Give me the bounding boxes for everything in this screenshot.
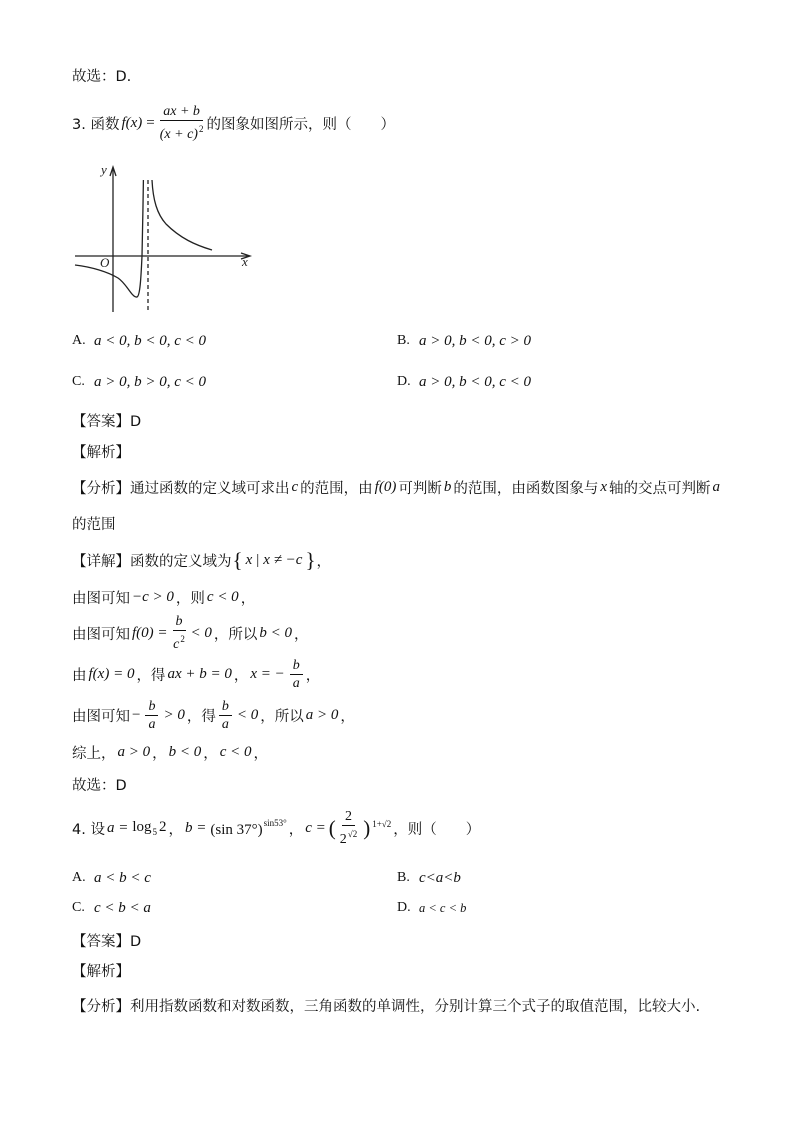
q4-a-def: a =	[106, 819, 129, 836]
q4-stem-suffix: ，则（ ）	[393, 821, 481, 838]
detail-math: f(x) = 0	[88, 665, 135, 682]
q3-function-name: f(x)	[121, 114, 143, 131]
denominator-base: 2	[339, 832, 347, 847]
q3-denominator-exponent: 2	[198, 124, 204, 134]
analysis-text: 可判断	[398, 480, 442, 497]
analysis-math: a	[712, 478, 721, 495]
detail-text: ，则	[175, 590, 205, 607]
q3-option-a	[72, 331, 206, 351]
q3-function-fraction	[160, 104, 204, 142]
x-axis-label: x	[242, 254, 248, 269]
q4-b-def: b =	[185, 819, 207, 836]
detail-text: ，	[253, 745, 269, 762]
fraction-b-over-c-squared	[173, 614, 186, 652]
analysis-math: x	[600, 478, 608, 495]
option-label: A.	[72, 333, 86, 348]
q4-number: 4. 设	[72, 821, 105, 838]
q3-analysis-line-1	[72, 477, 722, 497]
detail-text: 由	[72, 667, 87, 684]
option-text: a < c < b	[419, 900, 467, 915]
detail-text: ，	[233, 667, 249, 684]
analysis-math: b	[443, 478, 452, 495]
detail-text: 综上，	[72, 745, 116, 762]
q3-stem	[72, 103, 395, 143]
q4-option-c	[72, 898, 151, 918]
detail-text: ，	[340, 708, 355, 725]
detail-text: 【详解】函数的定义域为	[72, 553, 232, 570]
log-base: 5	[152, 827, 157, 837]
q3-detail-summary	[72, 742, 268, 762]
q4-stem	[72, 808, 480, 848]
right-brace: }	[305, 547, 316, 572]
log-function: log	[132, 819, 152, 835]
right-parenthesis: )	[363, 815, 371, 840]
q3-number: 3. 函数	[72, 116, 120, 133]
analysis-math: c	[291, 478, 299, 495]
q3-option-b	[397, 331, 531, 351]
option-text: a < 0, b < 0, c < 0	[94, 332, 207, 349]
q3-function-graph	[70, 160, 260, 315]
y-axis-label: y	[101, 162, 107, 177]
q4-c-power	[362, 816, 391, 841]
detail-text: 由图可知	[72, 708, 130, 725]
q3-option-c	[72, 372, 206, 392]
detail-text: ，所以	[213, 626, 258, 643]
detail-math: −	[132, 706, 141, 723]
q3-denominator-base: (x + c)	[159, 127, 198, 142]
q4-separator: ，	[288, 821, 304, 838]
power-base: (sin 37°)	[210, 821, 263, 838]
q3-conclusion: 故选：D	[72, 777, 127, 794]
power-exponent: sin53°	[263, 817, 287, 828]
detail-math: a > 0	[117, 743, 151, 760]
q4-analysis: 【分析】利用指数函数和对数函数，三角函数的单调性，分别计算三个式子的取值范围，比较大小.	[72, 998, 701, 1015]
analysis-text: 【分析】通过函数的定义域可求出	[72, 480, 290, 497]
q3-detail-a-range	[72, 697, 355, 733]
option-label: D.	[397, 900, 411, 915]
q4-answer: 【答案】D	[72, 933, 142, 950]
left-brace: {	[232, 547, 243, 572]
power-exponent: 1+√2	[372, 818, 392, 829]
analysis-text: 的范围，由	[300, 480, 373, 497]
option-label: A.	[72, 870, 86, 885]
q4-power-expression	[210, 818, 286, 839]
curve-right-branch	[152, 180, 212, 250]
fraction-numerator: b	[173, 614, 186, 631]
detail-math: a > 0	[305, 706, 339, 723]
q3-fraction-denominator	[160, 121, 204, 142]
fraction-denominator: a	[148, 716, 156, 732]
q4-option-b	[397, 868, 461, 888]
option-label: B.	[397, 870, 410, 885]
q3-option-d	[397, 372, 531, 392]
option-text: c<a<b	[419, 869, 461, 886]
option-label: D.	[397, 374, 411, 389]
analysis-math: f(0)	[374, 478, 397, 495]
detail-math: < 0	[190, 624, 212, 641]
option-text: a < b < c	[94, 869, 151, 886]
detail-text: ，	[294, 626, 309, 643]
detail-text: 由图可知	[72, 626, 130, 643]
q3-detail-b-range	[72, 615, 309, 651]
fraction-denominator: a	[221, 716, 229, 732]
fraction-denominator	[173, 631, 185, 652]
previous-conclusion: 故选：D.	[72, 68, 132, 85]
detail-text: ，	[316, 553, 332, 570]
option-text: a > 0, b < 0, c < 0	[419, 373, 532, 390]
option-label: B.	[397, 333, 410, 348]
fraction-numerator: 2	[342, 809, 355, 826]
fraction-numerator: b	[219, 699, 232, 716]
q4-separator: ，	[168, 821, 183, 838]
set-separator: |	[256, 551, 260, 568]
denominator-base: c	[173, 637, 180, 652]
q3-fraction-numerator: ax + b	[160, 104, 203, 121]
q4-solution-heading: 【解析】	[72, 963, 130, 980]
analysis-text: 的范围，由函数图象与	[453, 480, 599, 497]
fraction-denominator	[340, 826, 357, 847]
fraction-numerator: b	[290, 658, 303, 675]
origin-label: O	[100, 255, 110, 270]
option-text: a > 0, b > 0, c < 0	[94, 373, 207, 390]
fraction-b-over-a	[219, 699, 232, 732]
denominator-exponent: √2	[347, 829, 358, 839]
q4-option-a	[72, 868, 151, 888]
denominator-exponent: 2	[180, 634, 185, 644]
q3-solution-heading: 【解析】	[72, 444, 130, 461]
detail-math: x ≠ −c	[263, 551, 303, 568]
analysis-text: 轴的交点可判断	[609, 480, 711, 497]
option-label: C.	[72, 900, 85, 915]
q4-log-expression	[132, 819, 166, 837]
q3-answer: 【答案】D	[72, 413, 142, 430]
q4-c-def: c =	[305, 819, 326, 836]
q3-detail-c-range	[72, 587, 255, 607]
detail-text: ，得	[186, 708, 216, 725]
detail-math: −c > 0	[132, 588, 174, 605]
fraction-b-over-a	[145, 699, 158, 732]
detail-math: b < 0	[259, 624, 293, 641]
detail-math: b < 0	[168, 743, 202, 760]
option-text: a > 0, b < 0, c > 0	[419, 332, 532, 349]
detail-math: ax + b = 0	[167, 665, 232, 682]
detail-text: 由图可知	[72, 590, 130, 607]
curve-left-branch	[75, 180, 143, 297]
fraction-denominator: a	[292, 675, 300, 691]
detail-math: c < 0	[219, 743, 252, 760]
detail-math: x	[245, 551, 253, 568]
fraction-b-over-a	[290, 658, 303, 691]
q3-detail-zero	[72, 656, 320, 692]
detail-text: ，得	[136, 667, 166, 684]
option-text: c < b < a	[94, 899, 151, 916]
detail-text: ，所以	[260, 708, 304, 725]
q3-analysis-line-2: 的范围	[72, 516, 116, 533]
detail-text: ，	[305, 667, 321, 684]
q3-stem-suffix: 的图象如图所示，则（ ）	[206, 116, 395, 133]
option-label: C.	[72, 374, 85, 389]
q3-equals-sign: =	[146, 114, 155, 131]
detail-text: ，	[152, 745, 167, 762]
detail-math: f(0) =	[132, 624, 168, 641]
detail-text: ，	[203, 745, 218, 762]
detail-math: c < 0	[206, 588, 239, 605]
detail-text: ，	[240, 590, 256, 607]
detail-math: < 0	[236, 706, 259, 723]
left-parenthesis: (	[328, 815, 336, 840]
detail-math: > 0	[163, 706, 185, 723]
fraction-numerator: b	[145, 699, 158, 716]
q3-detail-domain	[72, 546, 331, 574]
q4-option-d	[397, 898, 466, 918]
log-argument: 2	[159, 819, 167, 835]
detail-math: x = −	[250, 665, 285, 682]
q4-c-fraction	[340, 809, 357, 847]
